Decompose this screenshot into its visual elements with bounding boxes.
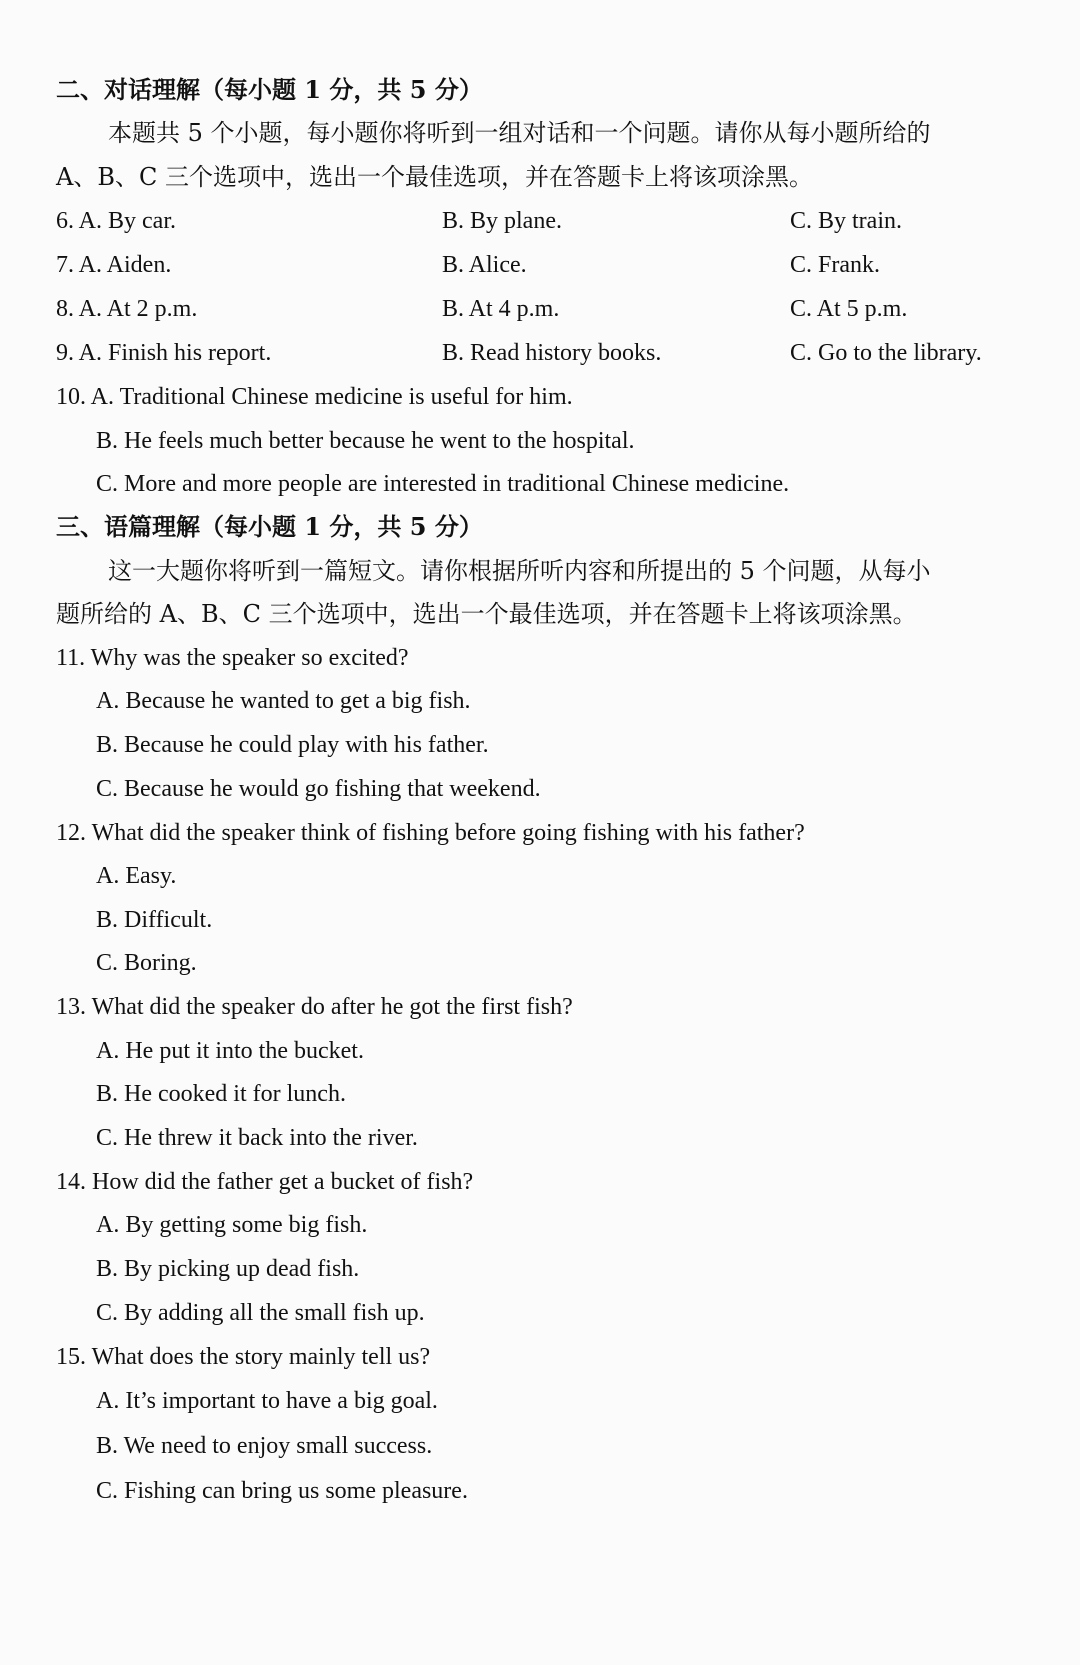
- q6-option-c: C. By train.: [790, 208, 902, 234]
- q14-question: 14. How did the father get a bucket of fish?: [56, 1169, 474, 1195]
- q7-option-b: B. Alice.: [442, 252, 527, 278]
- q12-option-a: A. Easy.: [96, 863, 177, 889]
- q9-option-a: 9. A. Finish his report.: [56, 340, 272, 366]
- q10-option-c: C. More and more people are interested in traditional Chinese medicine.: [96, 471, 790, 497]
- section3-heading: 三、语篇理解（每小题 1 分，共 5 分）: [56, 512, 483, 541]
- q8-option-a: 8. A. At 2 p.m.: [56, 296, 198, 322]
- q11-option-a: A. Because he wanted to get a big fish.: [96, 688, 471, 714]
- q15-option-b: B. We need to enjoy small success.: [96, 1433, 433, 1459]
- section2-instruction-line2: A、B、C 三个选项中，选出一个最佳选项，并在答题卡上将该项涂黑。: [56, 163, 813, 191]
- q11-option-b: B. Because he could play with his father.: [96, 732, 489, 758]
- q13-option-c: C. He threw it back into the river.: [96, 1125, 418, 1151]
- q6-option-b: B. By plane.: [442, 208, 562, 234]
- section3-instruction-line1: 这一大题你将听到一篇短文。请你根据所听内容和所提出的 5 个问题，从每小: [108, 557, 931, 585]
- q14-option-c: C. By adding all the small fish up.: [96, 1300, 425, 1326]
- q13-option-a: A. He put it into the bucket.: [96, 1038, 364, 1064]
- q14-option-b: B. By picking up dead fish.: [96, 1256, 360, 1282]
- q15-option-a: A. It’s important to have a big goal.: [96, 1388, 438, 1414]
- q9-option-c: C. Go to the library.: [790, 340, 982, 366]
- q11-option-c: C. Because he would go fishing that weekend.: [96, 776, 541, 802]
- q9-option-b: B. Read history books.: [442, 340, 662, 366]
- q12-question: 12. What did the speaker think of fishing before going fishing with his father?: [56, 820, 805, 846]
- q15-question: 15. What does the story mainly tell us?: [56, 1344, 431, 1370]
- q7-option-a: 7. A. Aiden.: [56, 252, 172, 278]
- q11-question: 11. Why was the speaker so excited?: [56, 645, 409, 671]
- q12-option-b: B. Difficult.: [96, 907, 213, 933]
- q8-option-b: B. At 4 p.m.: [442, 296, 560, 322]
- section2-heading: 二、对话理解（每小题 1 分，共 5 分）: [56, 75, 483, 104]
- q10-option-b: B. He feels much better because he went to the hospital.: [96, 428, 635, 454]
- q13-option-b: B. He cooked it for lunch.: [96, 1081, 346, 1107]
- q15-option-c: C. Fishing can bring us some pleasure.: [96, 1478, 468, 1504]
- q13-question: 13. What did the speaker do after he got the first fish?: [56, 994, 573, 1020]
- q7-option-c: C. Frank.: [790, 252, 880, 278]
- q12-option-c: C. Boring.: [96, 950, 197, 976]
- q6-option-a: 6. A. By car.: [56, 208, 176, 234]
- q10-option-a: 10. A. Traditional Chinese medicine is useful for him.: [56, 384, 573, 410]
- section2-instruction-line1: 本题共 5 个小题，每小题你将听到一组对话和一个问题。请你从每小题所给的: [108, 119, 931, 147]
- section3-instruction-line2: 题所给的 A、B、C 三个选项中，选出一个最佳选项，并在答题卡上将该项涂黑。: [56, 600, 917, 628]
- q14-option-a: A. By getting some big fish.: [96, 1212, 368, 1238]
- q8-option-c: C. At 5 p.m.: [790, 296, 908, 322]
